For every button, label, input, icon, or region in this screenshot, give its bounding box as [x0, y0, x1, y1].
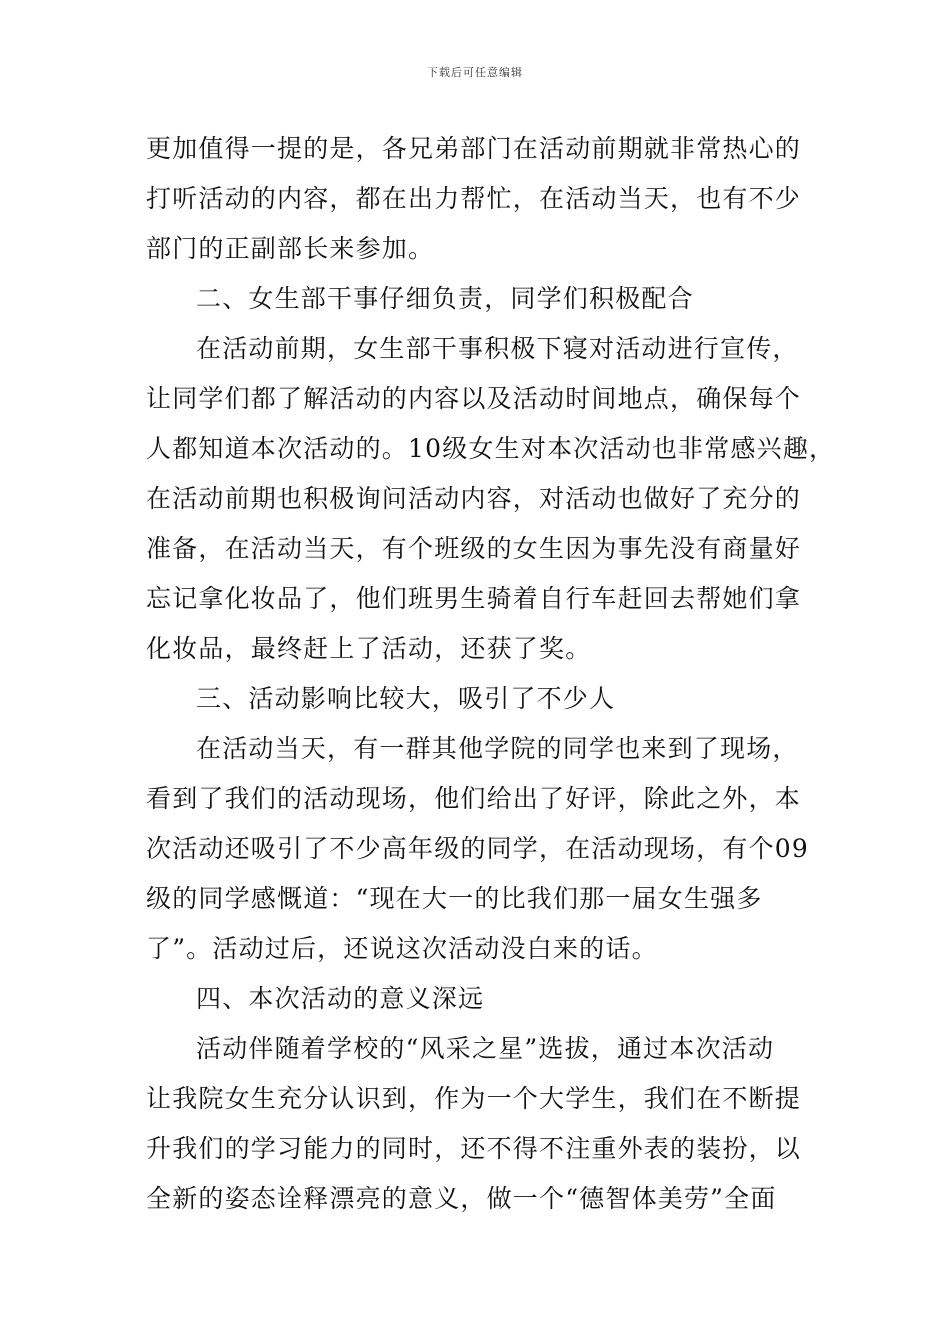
text-line: 次活动还吸引了不少高年级的同学，在活动现场，有个09 — [146, 834, 810, 863]
text-line: 在活动前期也积极询问活动内容，对活动也做好了充分的 — [146, 484, 802, 513]
text-line: 全新的姿态诠释漂亮的意义，做一个“德智体美劳”全面 — [146, 1184, 777, 1213]
text-line: 让同学们都了解活动的内容以及活动时间地点，确保每个 — [146, 384, 802, 413]
text-line: 忘记拿化妆品了，他们班男生骑着自行车赶回去帮她们拿 — [146, 584, 802, 613]
page-header: 下载后可任意编辑 — [427, 66, 523, 79]
text-line: 部门的正副部长来参加。 — [146, 234, 435, 263]
text-line: 更加值得一提的是，各兄弟部门在活动前期就非常热心的 — [146, 134, 802, 163]
text-line: 化妆品，最终赶上了活动，还获了奖。 — [146, 634, 592, 663]
body-text — [146, 124, 836, 1224]
section-heading: 三、活动影响比较大，吸引了不少人 — [196, 684, 616, 713]
paragraph-start: 活动伴随着学校的“风采之星”选拔，通过本次活动 — [196, 1034, 775, 1063]
text-line: 级的同学感慨道：“现在大一的比我们那一届女生强多 — [146, 884, 763, 913]
text-line: 准备，在活动当天，有个班级的女生因为事先没有商量好 — [146, 534, 802, 563]
section-heading: 四、本次活动的意义深远 — [196, 984, 485, 1013]
paragraph-start: 在活动当天，有一群其他学院的同学也来到了现场， — [196, 734, 799, 763]
text-line: 升我们的学习能力的同时，还不得不注重外表的装扮，以 — [146, 1134, 802, 1163]
text-line: 了”。活动过后，还说这次活动没白来的话。 — [146, 934, 658, 963]
text-line: 人都知道本次活动的。10级女生对本次活动也非常感兴趣， — [146, 434, 836, 463]
text-line: 看到了我们的活动现场，他们给出了好评，除此之外，本 — [146, 784, 802, 813]
text-line: 打听活动的内容，都在出力帮忙，在活动当天，也有不少 — [146, 184, 802, 213]
section-heading: 二、女生部干事仔细负责，同学们积极配合 — [196, 284, 694, 313]
text-line: 让我院女生充分认识到，作为一个大学生，我们在不断提 — [146, 1084, 802, 1113]
paragraph-start: 在活动前期，女生部干事积极下寝对活动进行宣传， — [196, 334, 799, 363]
